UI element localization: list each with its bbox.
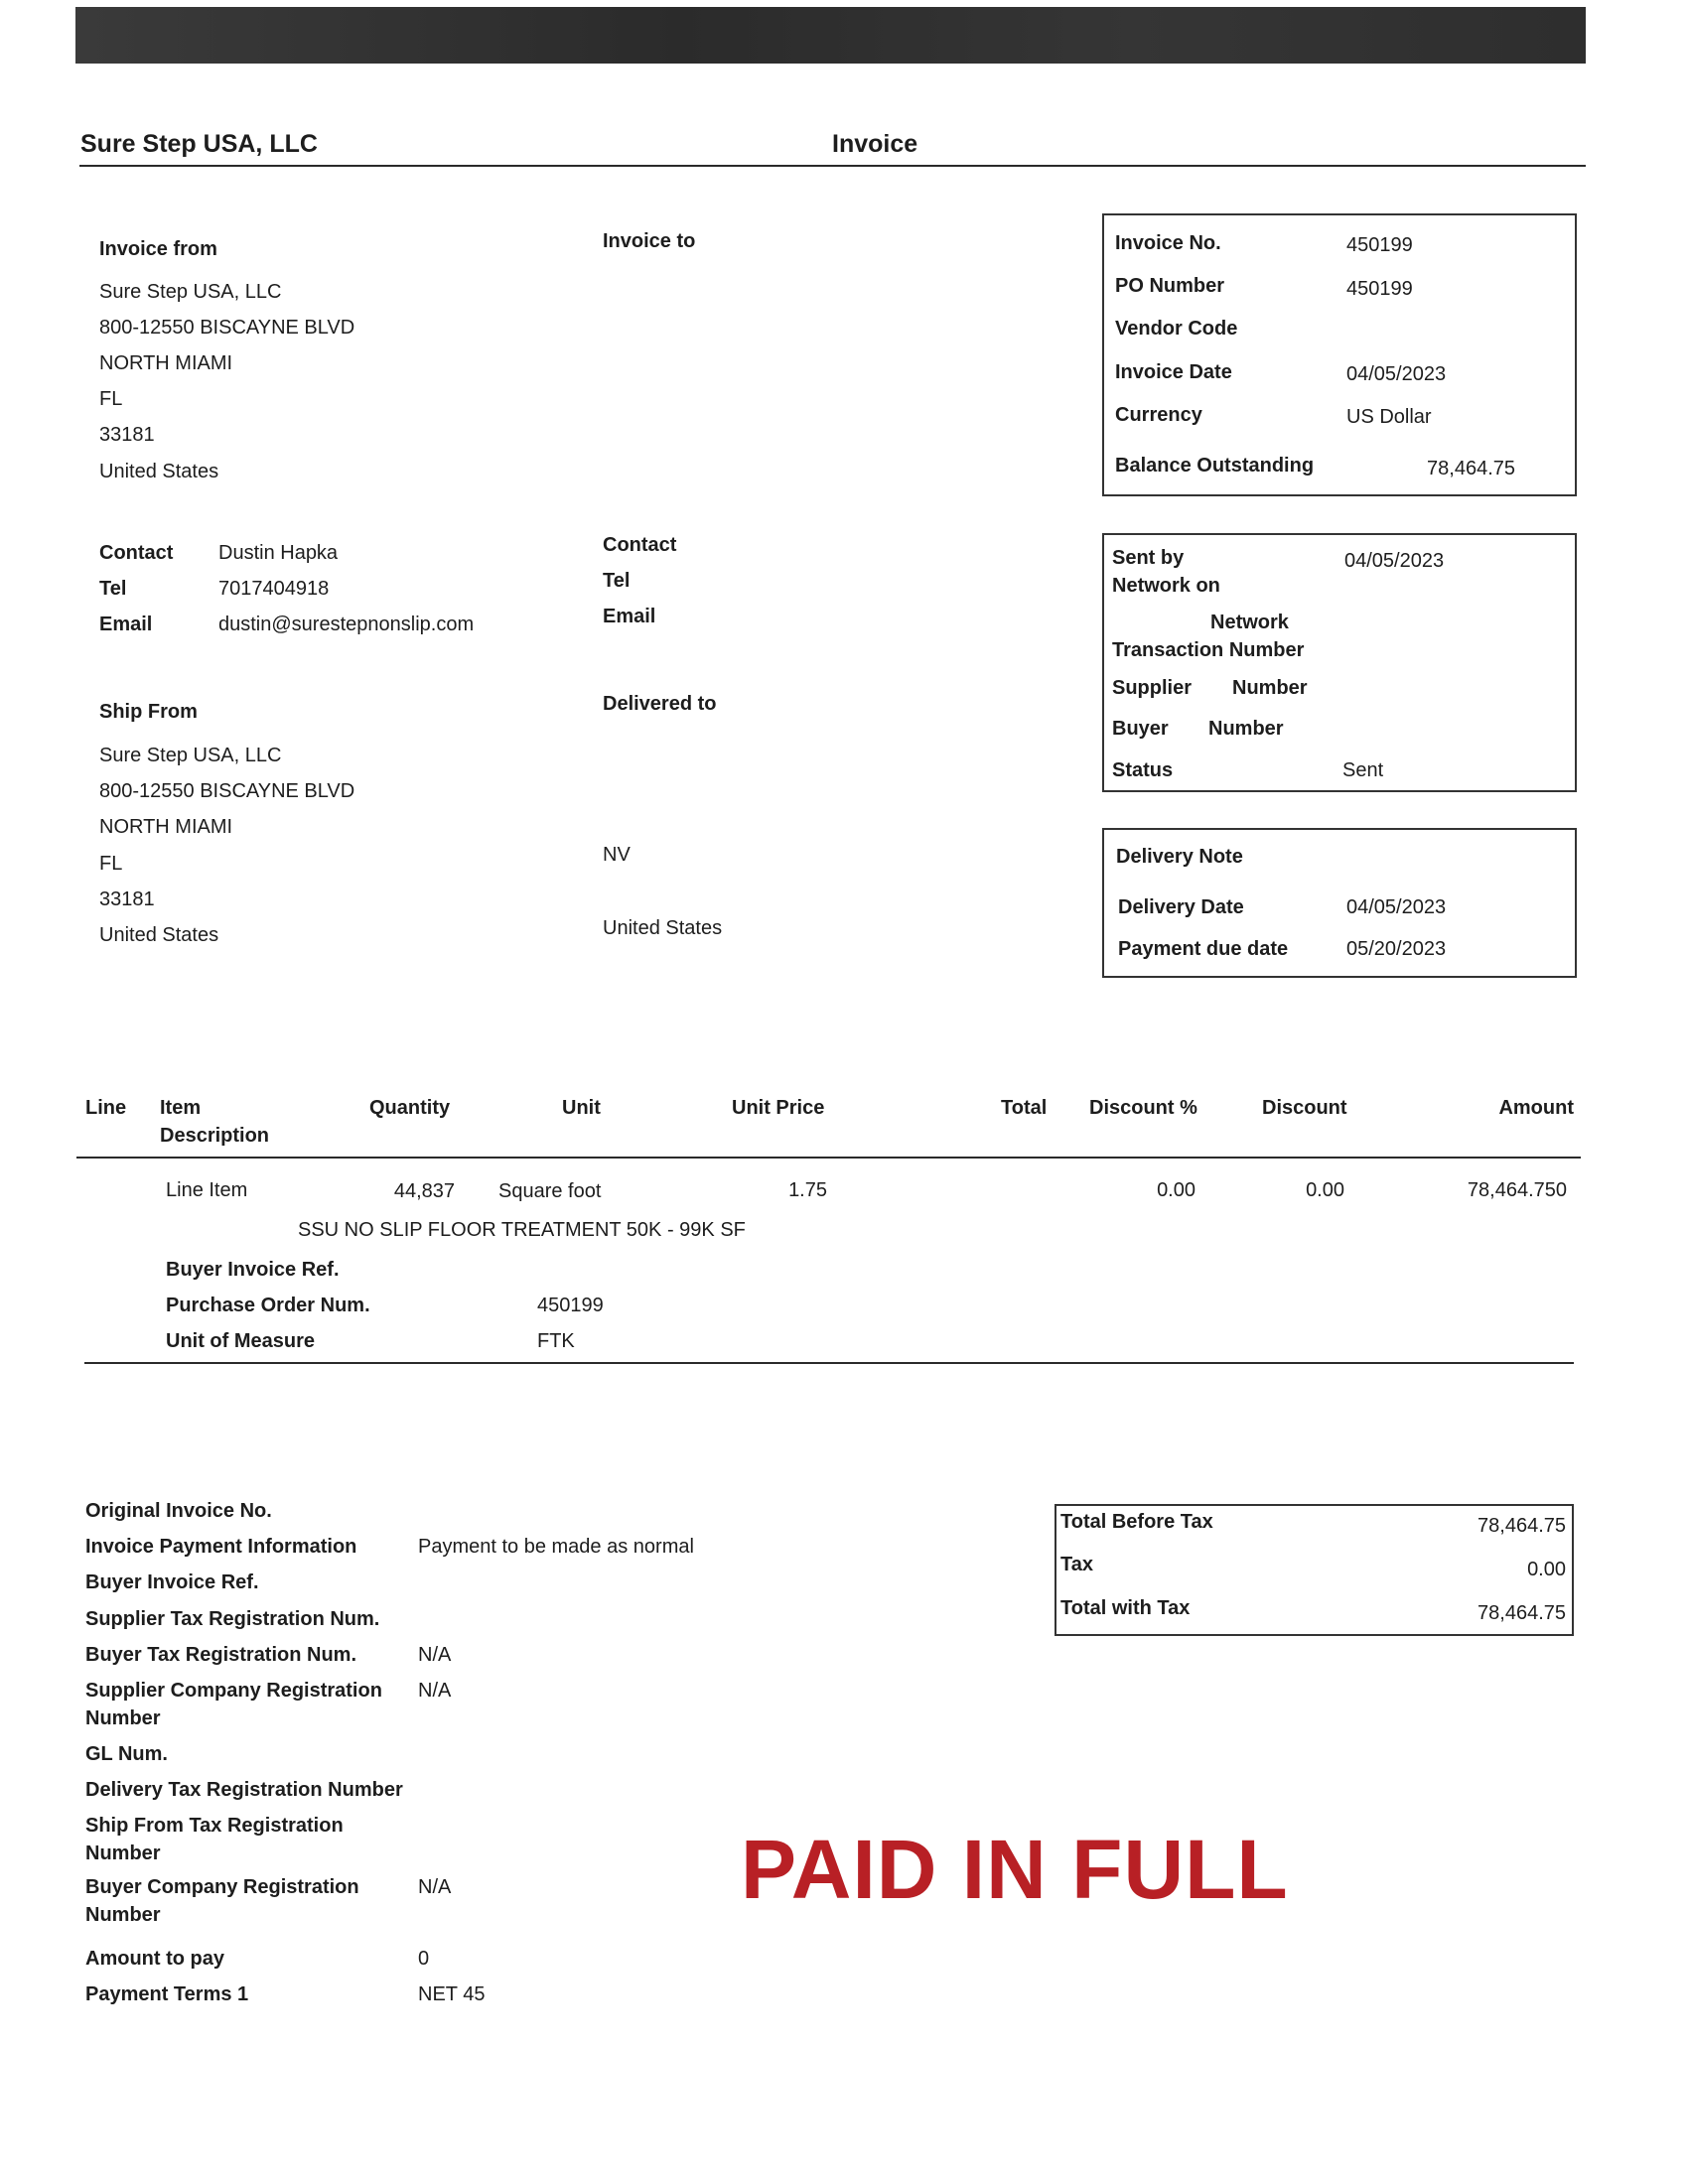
contact-label: Contact [99,542,174,564]
footer-label-cont: Number [85,1904,161,1926]
sent-value: 04/05/2023 [1344,550,1445,572]
row-description: SSU NO SLIP FLOOR TREATMENT 50K - 99K SF [298,1219,746,1241]
footer-label: GL Num. [85,1743,168,1765]
total-before-tax-value: 78,464.75 [1477,1515,1566,1537]
detail-value: 450199 [537,1295,604,1316]
footer-label-cont: Number [85,1707,161,1729]
footer-label: Amount to pay [85,1948,224,1970]
row-item: Line Item [166,1179,248,1201]
row-amount: 78,464.750 [1467,1179,1567,1201]
balance-outstanding-value: 78,464.75 [1427,458,1515,479]
supplier-number-label: Number [1232,677,1308,699]
tel-label: Tel [99,578,127,600]
tax-label: Tax [1060,1554,1093,1575]
footer-value: NET 45 [418,1983,486,2005]
col-header-discount-pct: Discount % [1089,1097,1197,1119]
ship-from-line: Sure Step USA, LLC [99,745,282,766]
po-number-label: PO Number [1115,275,1225,297]
row-discount-pct: 0.00 [1157,1179,1196,1201]
detail-label: Buyer Invoice Ref. [166,1259,340,1281]
po-number-value: 450199 [1346,278,1413,300]
sent-by-label: Sent by [1112,547,1185,569]
invoice-from-heading: Invoice from [99,238,217,260]
invoice-from-line: 33181 [99,424,155,446]
delivered-to-heading: Delivered to [603,693,717,715]
page-title: Invoice [832,130,918,158]
ship-from-line: United States [99,924,219,946]
to-contact-label: Contact [603,534,677,556]
network-box [1102,533,1577,792]
detail-label: Purchase Order Num. [166,1295,370,1316]
invoice-from-line: NORTH MIAMI [99,352,233,374]
footer-label: Delivery Tax Registration Number [85,1779,403,1801]
footer-label: Supplier Tax Registration Num. [85,1608,380,1630]
invoice-no-label: Invoice No. [1115,232,1221,254]
col-header-discount: Discount [1262,1097,1347,1119]
invoice-from-line: 800-12550 BISCAYNE BLVD [99,317,355,339]
total-with-tax-label: Total with Tax [1060,1597,1191,1619]
footer-label: Buyer Company Registration [85,1876,359,1898]
buyer-number-label: Number [1208,718,1284,740]
vendor-code-label: Vendor Code [1115,318,1238,340]
email-label: Email [99,614,153,635]
ship-from-line: NORTH MIAMI [99,816,233,838]
balance-outstanding-label: Balance Outstanding [1115,455,1315,477]
col-header-quantity: Quantity [369,1097,451,1119]
invoice-no-value: 450199 [1346,234,1413,256]
network-label: Network [1210,612,1289,633]
row-unit-price: 1.75 [788,1179,827,1201]
total-with-tax-value: 78,464.75 [1477,1602,1566,1624]
ship-from-line: FL [99,853,123,875]
status-label: Status [1112,759,1174,781]
footer-value: N/A [418,1876,452,1898]
payment-due-label: Payment due date [1118,938,1289,960]
tax-value: 0.00 [1527,1559,1566,1580]
footer-label: Buyer Tax Registration Num. [85,1644,357,1666]
delivery-date-value: 04/05/2023 [1346,896,1447,918]
col-header-item: Item [160,1097,202,1119]
to-email-label: Email [603,606,656,627]
invoice-from-line: Sure Step USA, LLC [99,281,282,303]
status-value: Sent [1342,759,1384,781]
col-header-unit: Unit [562,1097,601,1119]
currency-label: Currency [1115,404,1202,426]
row-quantity: 44,837 [393,1180,455,1202]
delivery-note-title: Delivery Note [1116,846,1243,868]
network-on-label: Network on [1112,575,1220,597]
currency-value: US Dollar [1346,406,1432,428]
row-discount: 0.00 [1306,1179,1344,1201]
detail-value: FTK [537,1330,575,1352]
table-header-divider [76,1157,1581,1159]
contact-value: Dustin Hapka [218,542,339,564]
ship-from-line: 800-12550 BISCAYNE BLVD [99,780,355,802]
to-tel-label: Tel [603,570,631,592]
delivery-date-label: Delivery Date [1118,896,1244,918]
footer-value: N/A [418,1680,452,1702]
invoice-to-heading: Invoice to [603,230,696,252]
delivered-to-state: NV [603,844,631,866]
tel-value: 7017404918 [218,578,330,600]
invoice-date-label: Invoice Date [1115,361,1232,383]
ship-from-heading: Ship From [99,701,198,723]
footer-label-cont: Number [85,1843,161,1864]
transaction-number-label: Transaction Number [1112,639,1305,661]
company-name: Sure Step USA, LLC [80,130,318,158]
detail-label: Unit of Measure [166,1330,316,1352]
supplier-label: Supplier [1112,677,1193,699]
col-header-unit-price: Unit Price [732,1097,825,1119]
col-header-description: Description [160,1125,270,1147]
table-bottom-divider [84,1362,1574,1364]
footer-value: N/A [418,1644,452,1666]
footer-label: Invoice Payment Information [85,1536,357,1558]
footer-value: Payment to be made as normal [418,1536,694,1558]
footer-label: Original Invoice No. [85,1500,272,1522]
footer-label: Ship From Tax Registration [85,1815,344,1837]
payment-due-value: 05/20/2023 [1346,938,1447,960]
footer-label: Buyer Invoice Ref. [85,1571,259,1593]
footer-value: 0 [418,1948,430,1970]
paid-in-full-stamp: PAID IN FULL [741,1823,1289,1916]
total-before-tax-label: Total Before Tax [1060,1511,1213,1533]
invoice-from-line: FL [99,388,123,410]
buyer-label: Buyer [1112,718,1169,740]
footer-label: Payment Terms 1 [85,1983,249,2005]
col-header-line: Line [85,1097,127,1119]
delivered-to-country: United States [603,917,723,939]
invoice-date-value: 04/05/2023 [1346,363,1447,385]
redaction-bar [75,7,1586,64]
ship-from-line: 33181 [99,888,155,910]
col-header-total: Total [1001,1097,1048,1119]
col-header-amount: Amount [1498,1097,1574,1119]
invoice-from-line: United States [99,461,219,482]
row-unit: Square foot [498,1180,602,1202]
header-divider [79,165,1586,167]
footer-label: Supplier Company Registration [85,1680,382,1702]
email-value: dustin@surestepnonslip.com [218,614,475,635]
